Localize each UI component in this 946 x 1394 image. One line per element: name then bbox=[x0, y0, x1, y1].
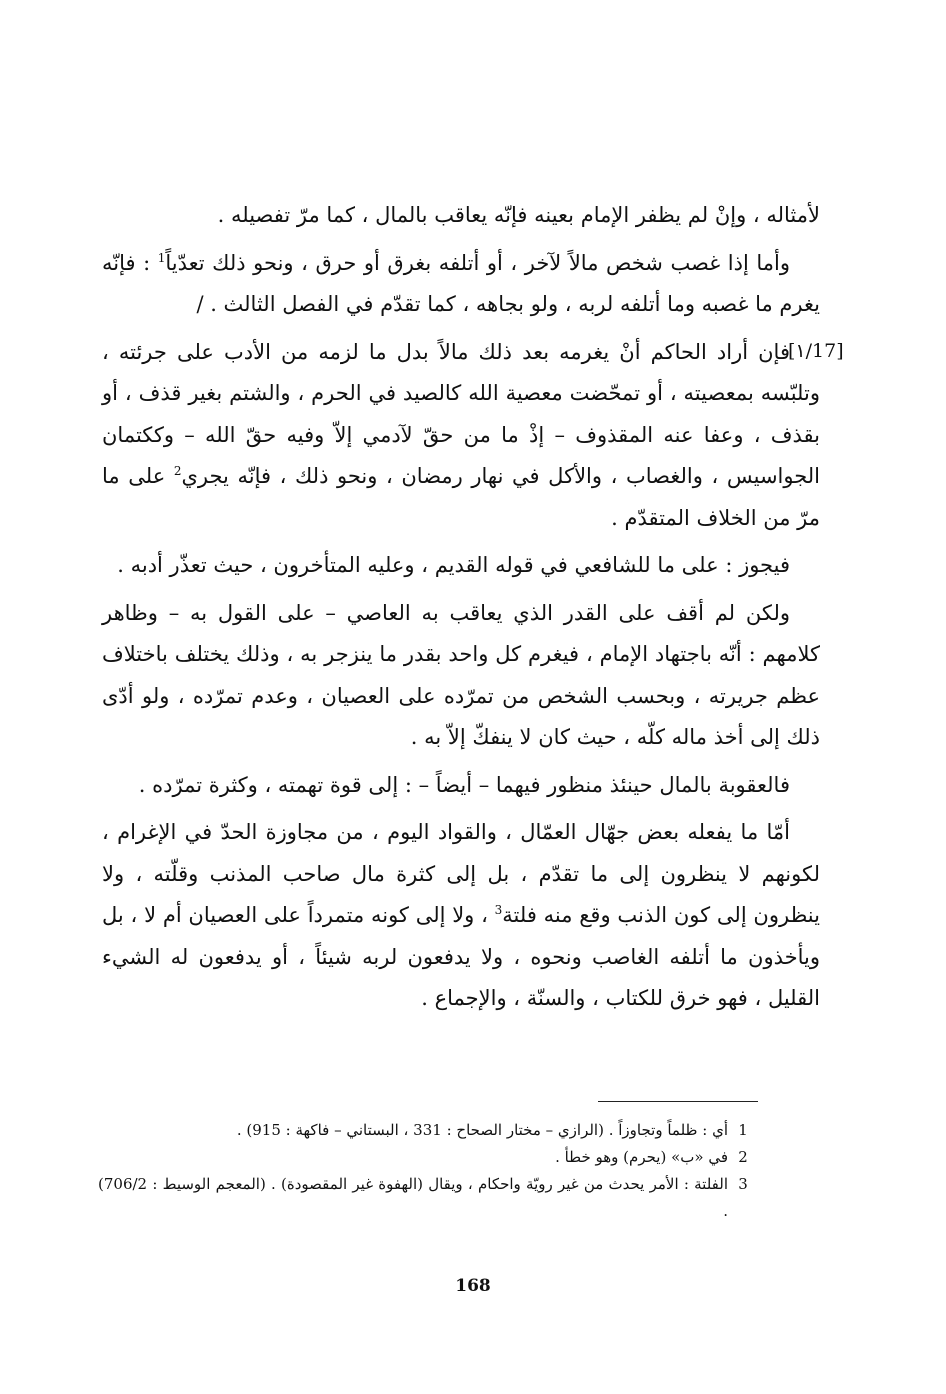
page-number: 168 bbox=[455, 1276, 491, 1296]
footnote-number: 2 bbox=[738, 1148, 748, 1166]
footnote-text: أي : ظلماً وتجاوزاً . (الرازي – مختار الصحاح : 331 ، البستاني – فاكهة : 915) . bbox=[236, 1121, 728, 1139]
paragraph-1: لأمثاله ، وإنْ لم يظفر الإمام بعينه فإنّه يعاقب بالمال ، كما مرّ تفصيله . bbox=[217, 203, 820, 227]
footnote-number: 3 bbox=[738, 1175, 748, 1193]
footnote-separator bbox=[598, 1101, 758, 1102]
footnote-marker-3: 3 bbox=[494, 903, 503, 917]
paragraph-6: فالعقوبة بالمال حينئذ منظور فيهما – أيضاً – : إلى قوة تهمته ، وكثرة تمرّده . bbox=[138, 772, 790, 797]
footnote-marker-2: 2 bbox=[173, 464, 182, 478]
footnote-number: 1 bbox=[738, 1121, 748, 1139]
footnote-item bbox=[98, 1144, 758, 1171]
paragraph-3: فإن أراد الحاكم أنْ يغرمه بعد ذلك مالاً بدل ما لزمه من الأدب على جرئته ، وتلبّسه بمعصيته ، أو تمحّضت معصية الله كالصيد في الحرم ، والشتم بغير قذف ، أو بقذف ، وعفا عنه المقذوف – إذْ ما من حقّ لآدمي إلاّ وفيه حقّ الله – وككتمان الجواسيس ، والغصاب ، والأكل في نهار رمضان ، ونحو ذلك ، فإنّه يجري$^2$ على ما مرّ من الخلاف المتقدّم . bbox=[102, 339, 821, 530]
footnote-item bbox=[98, 1117, 758, 1144]
footnote-marker-1: 1 bbox=[157, 250, 166, 265]
paragraph-2: وأما إذا غصب شخص مالاً لآخر ، أو أتلفه بغرق أو حرق ، ونحو ذلك تعدّياً$^1$ : فإنّه يغرم ما غصبه وما أتلفه لربه ، ولو بجاهه ، كما تقدّم في الفصل الثالث . / bbox=[102, 250, 820, 316]
main-text bbox=[102, 195, 820, 1026]
footnote-text: في «ب» (يحرم) وهو خطأ . bbox=[555, 1148, 728, 1166]
footnote-item bbox=[98, 1171, 758, 1225]
margin-folio-reference: [١/17] bbox=[788, 340, 844, 362]
paragraph-7: أمّا ما يفعله بعض جهّال العمّال ، والقواد اليوم ، من مجاوزة الحدّ في الإغرام ، لكونهم لا ينظرون إلى ما تقدّم ، بل إلى كثرة مال صاحب المذنب وقلّته ، ولا ينظرون إلى كون الذنب وقع منه فلتة$^3$ ، ولا إلى كونه متمرداً على العصيان أم لا ، بل ويأخذون ما أتلفه الغاصب ونحوه ، ولا يدفعون لربه شيئاً ، أو يدفعون له الشيء القليل ، فهو خرق للكتاب ، والسنّة ، والإجماع . bbox=[102, 820, 820, 1010]
paragraph-5: ولكن لم أقف على القدر الذي يعاقب به العاصي – على القول به – وظاهر كلامهم : أنّه باجتهاد الإمام ، فيغرم كل واحد بقدر ما ينزجر به ، وذلك يختلف باختلاف عظم جريرته ، وبحسب الشخص من تمرّده على العصيان ، وعدم تمرّده ، ولو أدّى ذلك إلى أخذ ماله كلّه ، حيث كان لا ينفكّ إلاّ به . bbox=[102, 600, 820, 749]
footnote-text: الفلتة : الأمر يحدث من غير رويّة واحكام ، ويقال (الهفوة غير المقصودة) . (المعجم الوسيط : 706/2) . bbox=[98, 1175, 728, 1220]
paragraph-4: فيجوز : على ما للشافعي في قوله القديم ، وعليه المتأخرون ، حيث تعذّر أدبه . bbox=[117, 553, 790, 577]
footnotes bbox=[98, 1117, 758, 1225]
